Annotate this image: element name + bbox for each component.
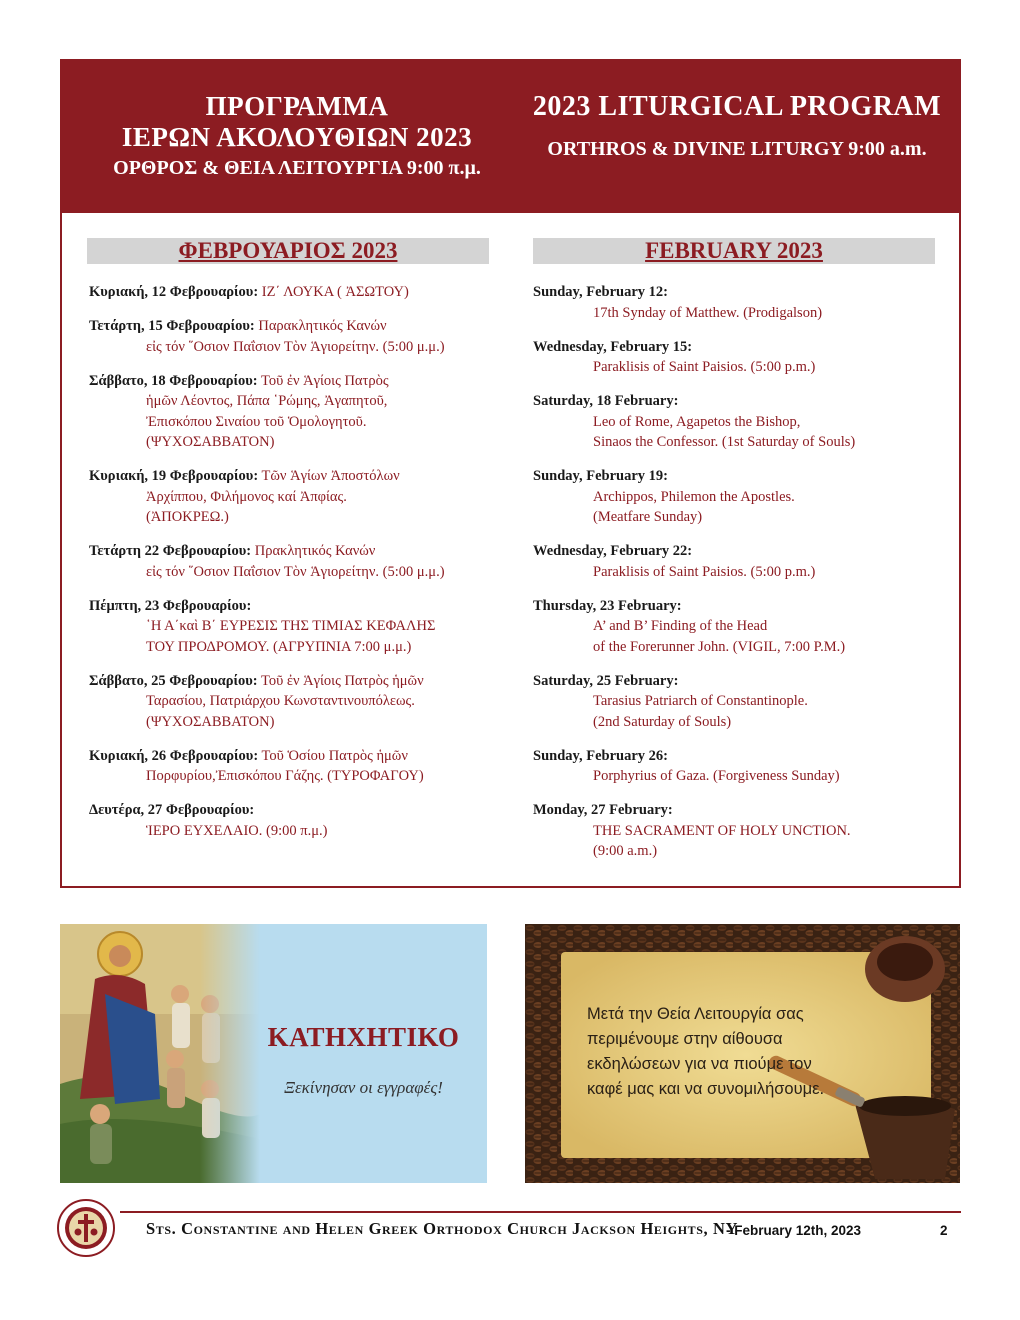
greek-entry-line: ῾Η Α΄καὶ Β΄ ΕΥΡΕΣΙΣ ΤΗΣ ΤΙΜΙΑΣ ΚΕΦΑΛΗΣ	[146, 618, 436, 634]
catechism-announcement	[60, 924, 487, 1183]
english-entry-line: Tarasius Patriarch of Constantinople.	[593, 693, 808, 709]
greek-entry-day: Τετάρτη 22 Φεβρουαρίου:	[89, 543, 252, 559]
coffee-invitation-text	[587, 1002, 887, 1102]
greek-schedule-entry	[89, 282, 519, 303]
greek-entry-line: εἰς τόν ῞Οσιον Παΐσιον Τὸν Ἁγιορείτην. (5:00 μ.μ.)	[146, 338, 445, 355]
greek-entry-day: Σάββατο, 25 Φεβρουαρίου:	[89, 672, 258, 689]
english-entry-day: Wednesday, February 15:	[533, 338, 693, 355]
greek-schedule-entry	[89, 541, 519, 582]
coffee-line: καφέ μας και να συνομιλήσουμε.	[587, 1080, 825, 1098]
greek-entry-line: εἰς τόν ῞Οσιον Παΐσιον Τὸν Ἁγιορείτην. (5:00 μ.μ.)	[146, 563, 445, 580]
english-schedule-entry	[533, 800, 953, 862]
english-entry-line: Sinaos the Confessor. (1st Saturday of Souls)	[593, 434, 856, 450]
greek-entry-line: ἹΕΡΟ ΕΥΧΕΛΑΙΟ. (9:00 π.μ.)	[146, 822, 328, 839]
greek-entry-title: Τῶν Ἁγίων Ἀποστόλων	[258, 468, 400, 484]
greek-schedule-entry	[89, 466, 519, 528]
english-banner-line-1: 2023 LITURGICAL PROGRAM	[532, 91, 942, 122]
greek-entry-day: Κυριακή, 12 Φεβρουαρίου:	[89, 284, 259, 300]
greek-entry-day: Σάββατο, 18 Φεβρουαρίου:	[89, 372, 258, 389]
english-schedule-entry	[533, 391, 953, 453]
greek-schedule-entry	[89, 316, 519, 357]
greek-entry-line: ἡμῶν Λέοντος, Πάπα ῾Ρώμης, Ἀγαπητοῦ,	[146, 393, 388, 409]
greek-entry-day: Κυριακή, 26 Φεβρουαρίου:	[89, 747, 259, 764]
greek-schedule-list	[89, 282, 519, 855]
english-schedule-entry	[533, 671, 953, 733]
greek-entry-day: Κυριακή, 19 Φεβρουαρίου:	[89, 468, 259, 484]
greek-schedule-entry	[89, 800, 519, 841]
greek-entry-title: Τοῦ ἐν Ἁγίοις Πατρὸς	[257, 372, 389, 389]
footer-rule	[120, 1211, 961, 1213]
english-schedule-entry	[533, 466, 953, 528]
english-schedule-entry	[533, 596, 953, 658]
greek-entry-line: Ἀρχίππου, Φιλήμονος καί Ἀπφίας.	[146, 488, 347, 505]
english-banner-line-2: ORTHROS & DIVINE LITURGY 9:00 a.m.	[547, 138, 927, 160]
greek-entry-title: Τοῦ Ὁσίου Πατρὸς ἡμῶν	[258, 747, 408, 764]
english-entry-day: Saturday, 18 February:	[533, 393, 679, 409]
english-entry-day: Sunday, February 26:	[533, 747, 668, 764]
english-schedule-entry	[533, 746, 953, 787]
greek-schedule-entry	[89, 671, 519, 733]
greek-banner-line-2: ΙΕΡΩΝ ΑΚΟΛΟΥΘΙΩΝ 2023	[121, 122, 473, 152]
coffee-line: εκδηλώσεων για να πιούμε τον	[587, 1055, 812, 1073]
english-month-heading: FEBRUARY 2023	[533, 238, 935, 264]
footer-date: - February 12th, 2023	[726, 1223, 862, 1238]
english-entry-day: Sunday, February 19:	[533, 468, 668, 484]
english-entry-day: Sunday, February 12:	[533, 284, 668, 300]
catechism-title: ΚΑΤΗΧΗΤΙΚΟ	[267, 1022, 460, 1052]
greek-entry-day: Τετάρτη, 15 Φεβρουαρίου:	[89, 318, 255, 334]
english-entry-line: Archippos, Philemon the Apostles.	[593, 488, 795, 505]
english-entry-line: (9:00 a.m.)	[593, 843, 658, 859]
greek-entry-line: Ἐπισκόπου Σιναίου τοῦ Ὁμολογητοῦ.	[146, 413, 367, 430]
english-entry-line: (Meatfare Sunday)	[593, 509, 703, 525]
english-entry-line: Porphyrius of Gaza. (Forgiveness Sunday)	[593, 768, 840, 784]
greek-banner-heading	[62, 91, 532, 181]
greek-entry-day: Πέμπτη, 23 Φεβρουαρίου:	[89, 597, 252, 614]
english-entry-line: Leo of Rome, Agapetos the Bishop,	[593, 413, 801, 430]
english-schedule-entry	[533, 337, 953, 378]
english-schedule-list	[533, 282, 953, 875]
english-entry-line: THE SACRAMENT OF HOLY UNCTION.	[593, 822, 851, 839]
greek-schedule-entry	[89, 746, 519, 787]
english-entry-line: A’ and B’ Finding of the Head	[593, 618, 768, 634]
greek-entry-line: (ἈΠΟΚΡΕΩ.)	[146, 509, 229, 525]
greek-entry-title: Πρακλητικός Κανών	[251, 543, 376, 559]
greek-entry-line: ΤΟΥ ΠΡΟΔΡΟΜΟΥ. (ΑΓΡΥΠΝΙΑ 7:00 μ.μ.)	[146, 638, 412, 655]
liturgical-program-box	[60, 59, 961, 888]
english-entry-day: Thursday, 23 February:	[533, 597, 682, 614]
english-entry-line: 17th Synday of Matthew. (Prodigalson)	[593, 304, 823, 321]
coffee-line: Μετά την Θεία Λειτουργία σας	[587, 1005, 804, 1023]
english-entry-day: Monday, 27 February:	[533, 802, 673, 818]
church-seal-icon	[56, 1198, 116, 1258]
greek-banner-line-1: ΠΡΟΓΡΑΜΜΑ	[205, 91, 389, 121]
coffee-line: περιμένουμε στην αίθουσα	[587, 1030, 783, 1048]
program-banner	[62, 61, 959, 213]
greek-entry-line: Πορφυρίου,Ἐπισκόπου Γάζης. (ΤΥΡΟΦΑΓΟΥ)	[146, 768, 424, 784]
english-entry-day: Saturday, 25 February:	[533, 672, 679, 689]
greek-month-heading: ΦΕΒΡΟΥΑΡΙΟΣ 2023	[87, 238, 489, 264]
footer-church-name: Sts. Constantine and Helen Greek Orthodox Church Jackson Heights, NY	[146, 1219, 739, 1238]
english-entry-line: (2nd Saturday of Souls)	[593, 713, 732, 730]
greek-entry-line: (ΨΥΧΟΣΑΒΒΑΤΟΝ)	[146, 434, 275, 450]
greek-banner-line-3: ΟΡΘΡΟΣ & ΘΕΙΑ ΛΕΙΤΟΥΡΓΙΑ 9:00 π.μ.	[113, 157, 481, 179]
catechism-subtitle: Ξεκίνησαν οι εγγραφές!	[284, 1078, 443, 1097]
greek-schedule-entry	[89, 596, 519, 658]
greek-entry-day: Δευτέρα, 27 Φεβρουαρίου:	[89, 802, 255, 818]
greek-entry-title: ΙΖ΄ ΛΟΥΚΑ ( ἈΣΩΤΟΥ)	[258, 284, 409, 300]
english-entry-line: Paraklisis of Saint Paisios. (5:00 p.m.)	[593, 563, 816, 580]
greek-entry-title: Παρακλητικός Κανών	[254, 318, 387, 334]
christ-with-children-icon	[60, 924, 260, 1183]
greek-schedule-entry	[89, 371, 519, 453]
english-schedule-entry	[533, 282, 953, 323]
greek-entry-line: Ταρασίου, Πατριάρχου Κωνσταντινουπόλεως.	[146, 693, 415, 709]
english-entry-day: Wednesday, February 22:	[533, 543, 693, 559]
greek-entry-line: (ΨΥΧΟΣΑΒΒΑΤΟΝ)	[146, 713, 275, 730]
english-schedule-entry	[533, 541, 953, 582]
coffee-hour-announcement	[525, 924, 960, 1183]
page-number: 2	[940, 1223, 948, 1238]
greek-entry-title: Τοῦ ἐν Ἁγίοις Πατρὸς ἡμῶν	[257, 672, 424, 689]
coffee-cup-icon	[865, 936, 945, 1002]
english-entry-line: Paraklisis of Saint Paisios. (5:00 p.m.)	[593, 359, 816, 375]
english-entry-line: of the Forerunner John. (VIGIL, 7:00 P.M.)	[593, 638, 846, 655]
english-banner-heading	[522, 91, 952, 162]
